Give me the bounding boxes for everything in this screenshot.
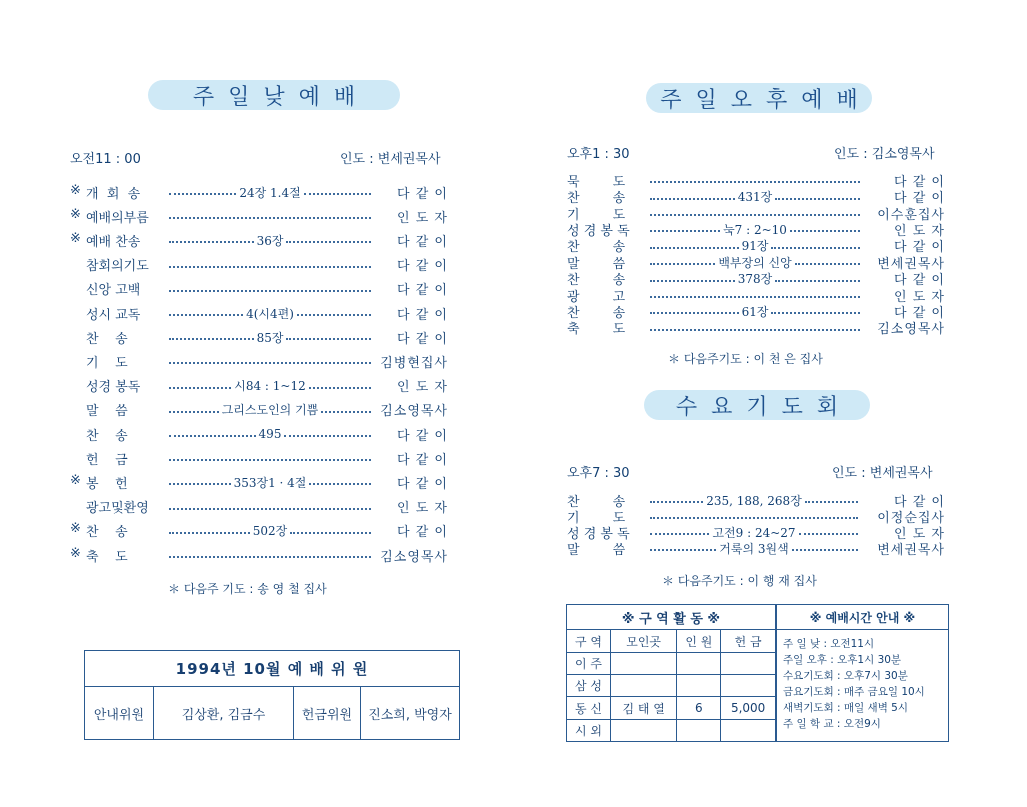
order-person: 인 도 자 (397, 210, 448, 226)
order-label-text: 신앙 고백 (86, 283, 141, 299)
required-standing-mark: ※ (70, 521, 81, 537)
order-detail: 백부장의 신앙 (718, 255, 792, 270)
order-label (70, 546, 162, 565)
order-person: 다 같 이 (397, 331, 448, 347)
dotted-leader (169, 362, 371, 364)
district-cell: 6 (677, 697, 721, 719)
order-label (70, 497, 162, 516)
district-cell: 김 태 열 (610, 697, 676, 719)
order-label-text: 말 씀 (567, 542, 626, 558)
dotted-leader (169, 241, 254, 243)
wednesday-next-prayer: ＊ 다음주기도 : 이 행 재 집사 (662, 574, 817, 588)
order-leader-line (162, 554, 378, 556)
district-header-cell: 인 원 (677, 630, 721, 652)
order-label-text: 성 경 봉 독 (567, 526, 630, 542)
order-label (70, 207, 162, 226)
dotted-leader (321, 411, 371, 413)
order-person: 변세권목사 (877, 256, 945, 272)
afternoon-service-time: 오후1 : 30 (567, 147, 630, 162)
order-person: 다 같 이 (397, 428, 448, 444)
morning-service-leader: 인도 : 변세권목사 (340, 152, 441, 167)
required-standing-mark: ※ (70, 182, 81, 198)
order-person: 김병현집사 (380, 355, 448, 371)
dotted-leader (169, 266, 371, 268)
order-detail: 24장 1.4절 (239, 185, 301, 200)
order-label-text: 찬 송 (567, 494, 626, 510)
dotted-leader (650, 296, 860, 298)
order-label-text: 개 회 송 (86, 186, 141, 202)
order-label-text: 말 씀 (86, 404, 128, 420)
order-label-text: 축 도 (567, 322, 626, 338)
offering-label: 헌금위원 (294, 687, 361, 740)
order-label (70, 521, 162, 540)
committee-table (84, 650, 460, 740)
district-title: ※ 구 역 활 동 ※ (567, 605, 776, 630)
district-cell (721, 652, 776, 674)
order-row (70, 374, 448, 398)
district-header-cell: 모인곳 (610, 630, 676, 652)
required-standing-mark (70, 449, 86, 468)
order-leader-line (643, 492, 865, 509)
order-detail: 91장 (741, 239, 769, 254)
wednesday-service-leader: 인도 : 변세권목사 (832, 466, 933, 481)
required-standing-mark (70, 400, 86, 419)
required-standing-mark (70, 497, 86, 516)
service-time-line: 새벽기도회 : 매일 새벽 5시 (783, 702, 908, 714)
dotted-leader (309, 387, 371, 389)
dotted-leader (169, 193, 236, 195)
order-person: 다 같 이 (397, 525, 448, 541)
order-label-text: 성경 봉독 (86, 380, 141, 396)
order-label (70, 304, 162, 323)
order-label-text: 예배 찬송 (86, 234, 141, 250)
order-row (70, 446, 448, 470)
morning-service-title: 주일낮예배 (148, 80, 400, 110)
order-label-text: 찬 송 (567, 191, 626, 207)
service-time-line: 주 일 낮 : 오전11시 (783, 638, 875, 650)
district-cell (721, 675, 776, 697)
order-label (70, 328, 162, 347)
dotted-leader (169, 387, 231, 389)
order-row (70, 325, 448, 349)
dotted-leader (771, 312, 860, 314)
service-times-title: ※ 예배시간 안내 ※ (777, 605, 948, 630)
order-person: 다 같 이 (397, 307, 448, 323)
order-label-text: 광 고 (567, 289, 626, 305)
order-leader-line (643, 515, 865, 517)
afternoon-order-list (567, 172, 945, 337)
order-row (70, 422, 448, 446)
order-person: 이정순집사 (877, 510, 945, 526)
order-leader-line (643, 179, 867, 181)
order-person: 다 같 이 (894, 273, 945, 289)
dotted-leader (169, 508, 371, 510)
dotted-leader (169, 411, 219, 413)
district-cell (610, 675, 676, 697)
order-detail: 그리스도인의 기쁨 (221, 403, 319, 418)
order-row (567, 320, 945, 336)
order-person: 다 같 이 (397, 283, 448, 299)
dotted-leader (169, 338, 254, 340)
order-detail: 353장1 · 4절 (233, 475, 307, 490)
order-leader-line (162, 215, 378, 217)
dotted-leader (169, 314, 243, 316)
order-leader-line (162, 232, 378, 249)
district-cell: 이 주 (567, 652, 611, 674)
order-leader-line (643, 212, 867, 214)
order-detail: 거룩의 3원색 (719, 541, 789, 556)
order-label-text: 예배의부름 (86, 210, 149, 226)
order-detail: 4(시4편) (246, 306, 294, 321)
order-label (70, 183, 162, 202)
dotted-leader (297, 314, 371, 316)
order-row (567, 205, 945, 221)
order-person: 변세권목사 (877, 542, 945, 558)
order-label-text: 찬 송 (86, 331, 128, 347)
district-cell (677, 675, 721, 697)
dotted-leader (650, 501, 703, 503)
order-person: 인 도 자 (397, 380, 448, 396)
order-label (70, 352, 162, 371)
order-leader-line (162, 264, 378, 266)
wednesday-service-time: 오후7 : 30 (567, 466, 630, 481)
service-time-line: 주일 오후 : 오후1시 30분 (783, 654, 902, 666)
order-label (70, 376, 162, 395)
order-detail: 235, 188, 268장 (706, 493, 802, 508)
district-cell: 시 외 (567, 719, 611, 741)
dotted-leader (795, 263, 860, 265)
order-person: 다 같 이 (894, 174, 945, 190)
dotted-leader (650, 247, 739, 249)
dotted-leader (775, 280, 860, 282)
order-row (70, 543, 448, 567)
required-standing-mark: ※ (70, 545, 81, 561)
required-standing-mark: ※ (70, 472, 81, 488)
order-row (70, 204, 448, 228)
order-row (567, 303, 945, 319)
order-detail: 61장 (741, 304, 769, 319)
order-row (70, 495, 448, 519)
afternoon-service-title: 주일오후예배 (646, 83, 872, 113)
order-leader-line (162, 184, 378, 201)
order-leader-line (643, 237, 867, 254)
order-person: 다 같 이 (397, 186, 448, 202)
service-times-box (776, 604, 949, 742)
order-leader-line (643, 327, 867, 329)
order-row (567, 172, 945, 188)
order-label-text: 찬 송 (567, 240, 626, 256)
dotted-leader (792, 549, 858, 551)
order-label (567, 318, 643, 337)
required-standing-mark (70, 255, 86, 274)
order-person: 김소영목사 (877, 322, 945, 338)
order-label (70, 279, 162, 298)
order-label-text: 참회의기도 (86, 259, 149, 275)
district-cell: 5,000 (721, 697, 776, 719)
order-leader-line (162, 474, 378, 491)
dotted-leader (650, 312, 739, 314)
dotted-leader (169, 532, 250, 534)
order-person: 인 도 자 (894, 223, 945, 239)
dotted-leader (650, 198, 735, 200)
district-cell (677, 652, 721, 674)
required-standing-mark (70, 304, 86, 323)
dotted-leader (650, 181, 860, 183)
district-row (567, 675, 776, 697)
order-label-text: 기 도 (567, 207, 626, 223)
dotted-leader (169, 556, 371, 558)
order-label (70, 425, 162, 444)
order-detail: 431장 (737, 190, 773, 205)
dotted-leader (771, 247, 860, 249)
order-row (567, 270, 945, 289)
order-row (567, 238, 945, 254)
order-detail: 378장 (737, 272, 773, 287)
order-row (567, 188, 945, 207)
usher-names: 김상환, 김금수 (154, 687, 294, 740)
dotted-leader (286, 338, 371, 340)
dotted-leader (650, 329, 860, 331)
order-leader-line (643, 254, 867, 271)
required-standing-mark (70, 425, 86, 444)
order-person: 다 같 이 (894, 494, 945, 510)
dotted-leader (799, 533, 858, 535)
order-label-text: 축 도 (86, 549, 128, 565)
order-label-text: 기 도 (86, 355, 128, 371)
order-person: 인 도 자 (397, 501, 448, 517)
order-row (70, 228, 448, 252)
dotted-leader (290, 532, 371, 534)
order-row (70, 253, 448, 277)
dotted-leader (650, 214, 860, 216)
order-leader-line (643, 188, 867, 205)
required-standing-mark (70, 279, 86, 298)
required-standing-mark: ※ (70, 206, 81, 222)
order-leader-line (643, 294, 867, 296)
afternoon-next-prayer: ＊ 다음주기도 : 이 천 은 집사 (668, 352, 823, 366)
order-leader-line (162, 401, 378, 418)
district-cell: 동 신 (567, 697, 611, 719)
district-header-cell: 헌 금 (721, 630, 776, 652)
order-leader-line (162, 360, 378, 362)
district-cell (610, 652, 676, 674)
order-label-text: 말 씀 (567, 256, 626, 272)
order-leader-line (643, 540, 865, 557)
order-label-text: 성 경 봉 독 (567, 223, 630, 239)
order-person: 인 도 자 (894, 526, 945, 542)
order-label (70, 473, 162, 492)
order-leader-line (162, 288, 378, 290)
order-detail: 눅7 : 2~10 (723, 222, 787, 237)
order-detail: 85장 (256, 330, 284, 345)
district-cell (721, 719, 776, 741)
order-detail: 고전9 : 24~27 (712, 525, 796, 540)
order-row (70, 349, 448, 373)
order-leader-line (162, 522, 378, 539)
district-row (567, 719, 776, 741)
order-person: 다 같 이 (397, 259, 448, 275)
order-row (70, 519, 448, 543)
order-leader-line (162, 329, 378, 346)
service-time-line: 수요기도회 : 오후7시 30분 (783, 670, 908, 682)
order-label-text: 기 도 (567, 510, 626, 526)
order-detail: 36장 (256, 233, 284, 248)
order-label-text: 묵 도 (567, 174, 626, 190)
order-leader-line (643, 221, 867, 238)
order-label (567, 539, 643, 558)
order-row (70, 277, 448, 301)
service-time-line: 금요기도회 : 매주 금요일 10시 (783, 686, 925, 698)
order-detail: 502장 (252, 524, 288, 539)
order-row (567, 254, 945, 270)
order-detail: 시84 : 1~12 (234, 379, 306, 394)
order-label (70, 449, 162, 468)
district-header-cell: 구 역 (567, 630, 611, 652)
dotted-leader (169, 217, 371, 219)
district-row (567, 652, 776, 674)
district-cell: 삼 성 (567, 675, 611, 697)
order-label (70, 231, 162, 250)
order-label-text: 광고및환영 (86, 501, 149, 517)
service-times-list (777, 630, 948, 732)
offering-names: 진소희, 박영자 (361, 687, 460, 740)
order-row (567, 540, 945, 556)
order-leader-line (162, 305, 378, 322)
order-label-text: 헌 금 (86, 452, 128, 468)
dotted-leader (284, 435, 371, 437)
order-person: 다 같 이 (397, 476, 448, 492)
order-label-text: 성시 교독 (86, 307, 141, 323)
order-row (70, 470, 448, 494)
morning-next-prayer: ＊ 다음주 기도 : 송 영 철 집사 (168, 582, 327, 596)
order-label (70, 255, 162, 274)
dotted-leader (805, 501, 858, 503)
order-label-text: 봉 헌 (86, 476, 128, 492)
order-person: 다 같 이 (894, 240, 945, 256)
required-standing-mark (70, 328, 86, 347)
dotted-leader (286, 241, 371, 243)
dotted-leader (650, 517, 858, 519)
afternoon-service-leader: 인도 : 김소영목사 (834, 147, 935, 162)
usher-label: 안내위원 (85, 687, 154, 740)
order-row (567, 287, 945, 303)
required-standing-mark (70, 352, 86, 371)
order-leader-line (643, 270, 867, 287)
order-leader-line (162, 457, 378, 459)
district-activity-table (566, 604, 776, 742)
order-leader-line (162, 377, 378, 394)
order-label-text: 찬 송 (86, 525, 128, 541)
order-label-text: 찬 송 (86, 428, 128, 444)
dotted-leader (169, 290, 371, 292)
order-leader-line (162, 506, 378, 508)
wednesday-service-title: 수요기도회 (644, 390, 870, 420)
district-cell (677, 719, 721, 741)
committee-title: 1994년 10월 예 배 위 원 (85, 651, 460, 687)
dotted-leader (169, 435, 256, 437)
dotted-leader (169, 459, 371, 461)
dotted-leader (775, 198, 860, 200)
order-person: 다 같 이 (894, 305, 945, 321)
order-leader-line (643, 524, 865, 541)
required-standing-mark (70, 376, 86, 395)
dotted-leader (304, 193, 371, 195)
dotted-leader (790, 230, 860, 232)
order-label (70, 400, 162, 419)
order-detail: 495 (258, 427, 282, 442)
dotted-leader (650, 230, 720, 232)
dotted-leader (169, 483, 231, 485)
order-leader-line (162, 427, 378, 441)
service-time-line: 주 일 학 교 : 오전9시 (783, 718, 881, 730)
dotted-leader (650, 533, 709, 535)
dotted-leader (309, 483, 371, 485)
dotted-leader (650, 280, 735, 282)
order-row (70, 180, 448, 204)
morning-order-list (70, 180, 448, 580)
order-label-text: 찬 송 (567, 273, 626, 289)
order-person: 다 같 이 (397, 234, 448, 250)
order-person: 이수훈집사 (877, 207, 945, 223)
dotted-leader (650, 549, 716, 551)
order-person: 인 도 자 (894, 289, 945, 305)
wednesday-order-list (567, 492, 945, 560)
required-standing-mark: ※ (70, 230, 81, 246)
district-row (567, 697, 776, 719)
order-row (70, 301, 448, 325)
morning-service-time: 오전11 : 00 (70, 152, 141, 167)
order-person: 다 같 이 (894, 191, 945, 207)
order-label-text: 찬 송 (567, 305, 626, 321)
dotted-leader (650, 263, 715, 265)
district-cell (610, 719, 676, 741)
order-person: 다 같 이 (397, 452, 448, 468)
order-row (567, 221, 945, 237)
order-person: 김소영목사 (380, 549, 448, 565)
order-leader-line (643, 303, 867, 320)
order-person: 김소영목사 (380, 404, 448, 420)
order-row (70, 398, 448, 422)
